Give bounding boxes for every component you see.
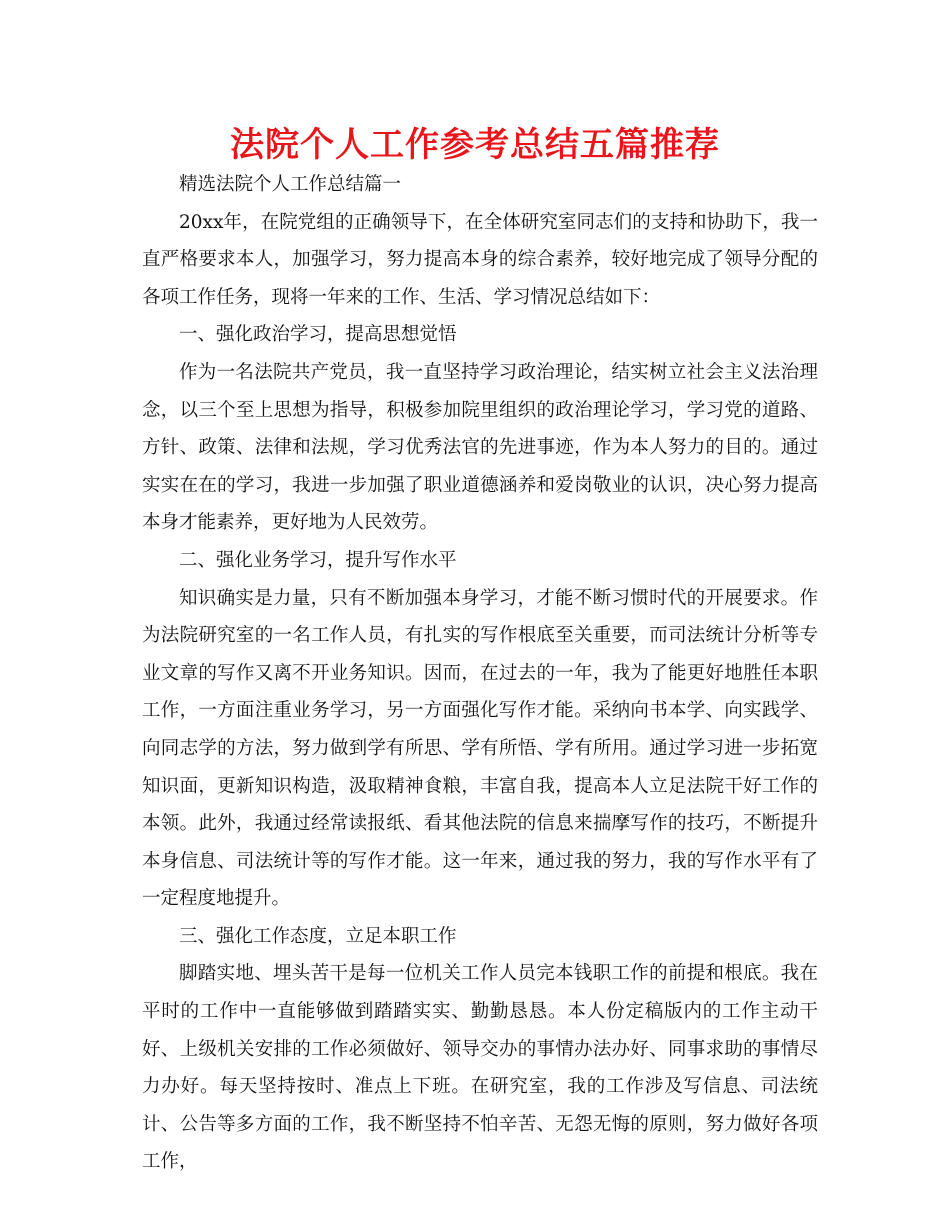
subheading-political-study: 一、强化政治学习，提高思想觉悟	[179, 324, 457, 346]
paragraph-political-study: 作为一名法院共产党员，我一直坚持学习政治理论，结实树立社会主义法治理念，以三个至上思想为指导，积极参加院里组织的政治理论学习，学习党的道路、方针、政策、法律和法规，学习优秀法官的先进事迹，作为本人努力的目的。通过实实在在的学习，我进一步加强了职业道德涵养和爱岗敬业的认识，决心努力提高本身才能素养，更好地为人民效劳。	[142, 361, 818, 534]
paragraph-business-study: 知识确实是力量，只有不断加强本身学习，才能不断习惯时代的开展要求。作为法院研究室的一名工作人员，有扎实的写作根底至关重要，而司法统计分析等专业文章的写作又离不开业务知识。因而，在过去的一年，我为了能更好地胜任本职工作，一方面注重业务学习，另一方面强化写作才能。采纳向书本学、向实践学、向同志学的方法，努力做到学有所思、学有所悟、学有所用。通过学习进一步拓宽知识面，更新知识构造，汲取精神食粮，丰富自我，提高本人立足法院干好工作的本领。此外，我通过经常读报纸、看其他法院的信息来揣摩写作的技巧，不断提升本身信息、司法统计等的写作才能。这一年来，通过我的努力，我的写作水平有了一定程度地提升。	[142, 587, 818, 910]
paragraph-work-attitude: 脚踏实地、埋头苦干是每一位机关工作人员完本钱职工作的前提和根底。我在平时的工作中一直能够做到踏踏实实、勤勤恳恳。本人份定稿版内的工作主动干好、上级机关安排的工作必须做好、领导交办的事情办法办好、同事求助的事情尽力办好。每天坚持按时、准点上下班。在研究室，我的工作涉及写信息、司法统计、公告等多方面的工作，我不断坚持不怕辛苦、无怨无悔的原则，努力做好各项工作，	[142, 963, 818, 1173]
subheading-work-attitude: 三、强化工作态度，立足本职工作	[179, 925, 457, 947]
subheading-business-study: 二、强化业务学习，提升写作水平	[179, 549, 457, 571]
document-title: 法院个人工作参考总结五篇推荐	[230, 125, 720, 165]
intro-paragraph: 20xx年，在院党组的正确领导下，在全体研究室同志们的支持和协助下，我一直严格要求本人，加强学习，努力提高本身的综合素养，较好地完成了领导分配的各项工作任务，现将一年来的工作、生活、学习情况总结如下：	[142, 211, 818, 308]
section-heading-1: 精选法院个人工作总结篇一	[179, 174, 402, 195]
document-body	[142, 166, 818, 1181]
